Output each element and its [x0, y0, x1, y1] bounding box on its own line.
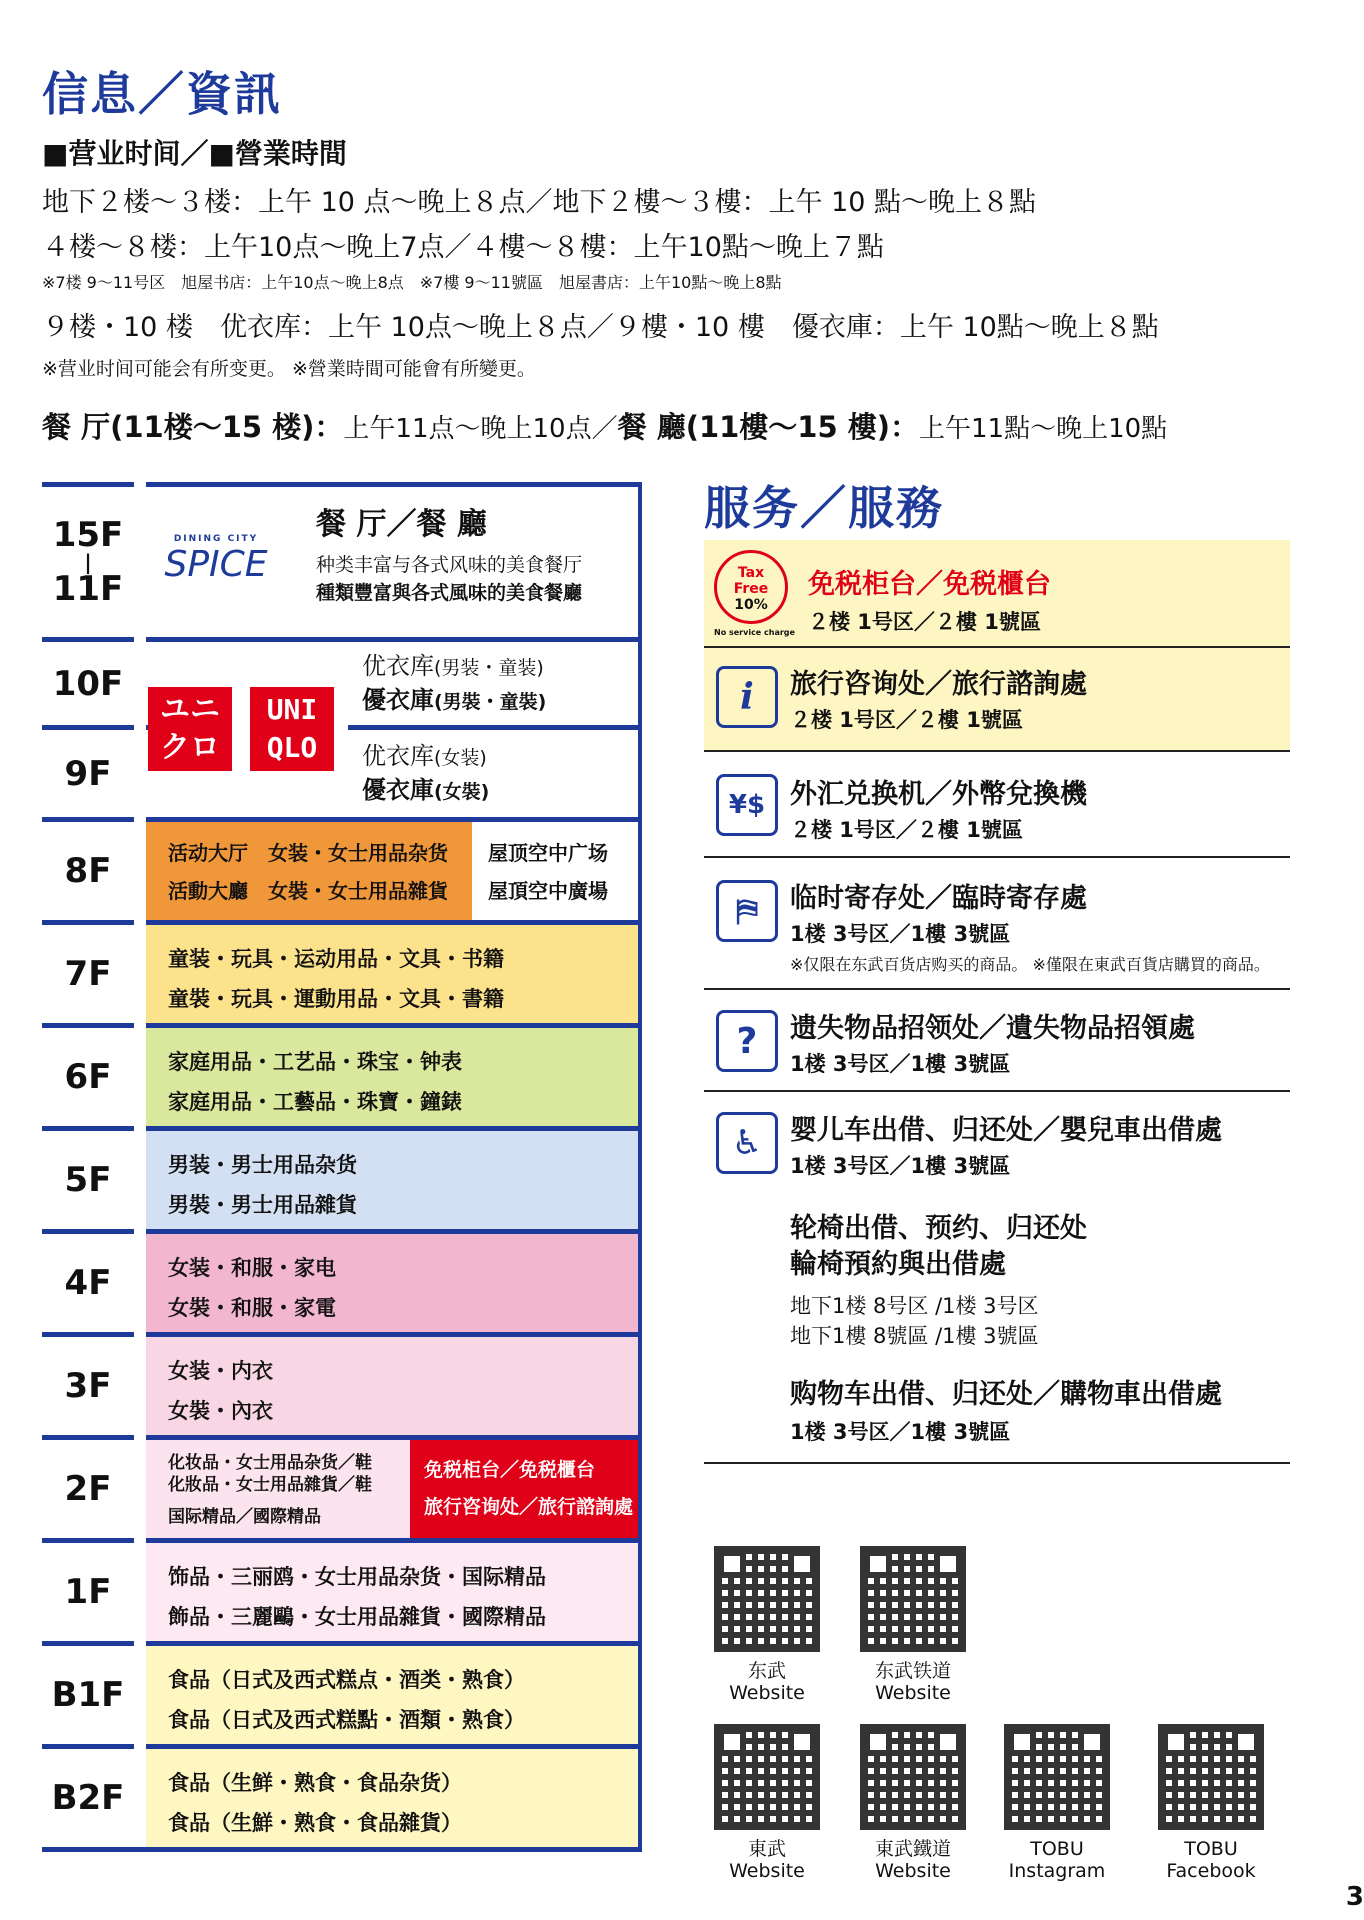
- taxfree-highlight: 免税柜台／免税櫃台 旅行咨询处／旅行諮詢處: [410, 1440, 638, 1538]
- page-number: 3: [1345, 1882, 1364, 1912]
- info-icon: i: [716, 666, 778, 728]
- qr-code-icon[interactable]: [860, 1724, 966, 1830]
- qr-code-icon[interactable]: [1158, 1724, 1264, 1830]
- service-travel: i 旅行咨询处／旅行諮詢處 ２楼 1号区／２樓 1號區: [704, 648, 1290, 752]
- currency-exchange-icon: ¥$: [716, 774, 778, 836]
- spice-logo: DINING CITY SPICE: [164, 534, 268, 585]
- floor-8: 8F 活动大厅 女装・女士用品杂货 活動大廳 女裝・女士用品雜貨 屋顶空中广场 屋頂空中廣場: [42, 817, 642, 920]
- hours-heading: ■营业时间／■營業時間: [42, 137, 347, 170]
- qr-label-6: TOBU Facebook: [1166, 1838, 1256, 1882]
- floor-15-11: [42, 482, 642, 637]
- qr-label-2: 东武铁道 Website: [874, 1660, 951, 1704]
- tax-free-icon: Tax Free 10%: [714, 550, 788, 624]
- floor-10: 10F 优衣库(男装・童装) 優衣庫(男裝・童裝): [42, 637, 642, 725]
- services-list: [704, 540, 1294, 1540]
- floor-body: DINING CITY SPICE 餐 厅／餐 廳 种类丰富与各式风味的美食餐厅 種類豐富與各式風味的美食餐廳: [146, 482, 642, 637]
- qr-code-icon[interactable]: [714, 1546, 820, 1652]
- qr-label-1: 东武 Website: [729, 1660, 805, 1704]
- luggage-storage-icon: ⛿: [716, 880, 778, 942]
- floor-6: 6F 家庭用品・工艺品・珠宝・钟表 家庭用品・工藝品・珠寶・鐘錶: [42, 1023, 642, 1126]
- service-rentals: ♿ 婴儿车出借、归还处／嬰兒車出借處 1楼 3号区／1樓 3號區 轮椅出借、预约、归还处 輪椅預約與出借處 地下1楼 8号区 /1楼 3号区 地下1樓 8號區 /1樓 3號區 购物车出借、归还处／購物車出借處 1楼 3号区／1樓 3號區: [704, 1092, 1290, 1464]
- floor-1: 1F 饰品・三丽鸥・女士用品杂货・国际精品 飾品・三麗鷗・女士用品雜貨・國際精品: [42, 1538, 642, 1641]
- wheelchair-icon: ♿: [716, 1112, 778, 1174]
- hours-bookstore-note: ※7楼 9～11号区 旭屋书店：上午10点～晚上8点 ※7樓 9～11號區 旭屋書店：上午10點～晚上8點: [42, 273, 782, 292]
- uniqlo-logo: ユニ クロ UNI QLO: [148, 687, 348, 771]
- hours-section: [42, 132, 1342, 446]
- floor-2: 2F 化妆品・女士用品杂货／鞋 化妝品・女士用品雜貨／鞋 国际精品／國際精品 免税柜台／免税櫃台 旅行咨询处／旅行諮詢處: [42, 1435, 642, 1538]
- services-title: 服务／服務: [704, 481, 944, 535]
- floor-b1: B1F 食品（日式及西式糕点・酒类・熟食） 食品（日式及西式糕點・酒類・熟食）: [42, 1641, 642, 1744]
- hours-4-8: ４楼～８楼：上午10点～晚上7点／４樓～８樓：上午10點～晚上７點: [42, 232, 884, 263]
- floor-5: 5F 男装・男士用品杂货 男裝・男士用品雜貨: [42, 1126, 642, 1229]
- hours-9-10: ９楼・10 楼 优衣库：上午 10点～晚上８点／９樓・10 樓 優衣庫：上午 10點～晚上８點: [42, 312, 1159, 343]
- floor-4: 4F 女装・和服・家电 女裝・和服・家電: [42, 1229, 642, 1332]
- floor-3: 3F 女装・内衣 女裝・內衣: [42, 1332, 642, 1435]
- qr-code-icon[interactable]: [1004, 1724, 1110, 1830]
- hours-b2-3: 地下２楼～３楼：上午 10 点～晚上８点／地下２樓～３樓：上午 10 點～晚上８點: [42, 187, 1037, 218]
- service-locker: ⛿ 临时寄存处／臨時寄存處 1楼 3号区／1樓 3號區 ※仅限在东武百货店购买的商品。 ※僅限在東武百貨店購買的商品。: [704, 858, 1290, 990]
- hours-change-note: ※营业时间可能会有所变更。 ※營業時間可能會有所變更。: [42, 358, 536, 380]
- qr-label-5: TOBU Instagram: [1008, 1838, 1106, 1882]
- lost-and-found-icon: ?: [716, 1010, 778, 1072]
- qr-label-3: 東武 Website: [729, 1838, 805, 1882]
- service-exchange: ¥$ 外汇兑换机／外幣兌換機 ２楼 1号区／２樓 1號區: [704, 752, 1290, 858]
- service-lost-found: ? 遗失物品招领处／遺失物品招領處 1楼 3号区／1樓 3號區: [704, 990, 1290, 1092]
- restaurant-hours: 餐 厅(11楼～15 楼)：上午11点～晚上10点／餐 廳(11樓～15 樓)：上午11點～晚上10點: [42, 410, 1168, 444]
- floor-label: 15F | 11F: [42, 482, 134, 637]
- qr-code-icon[interactable]: [714, 1724, 820, 1830]
- floor-9: 9F 优衣库(女装) 優衣庫(女裝): [42, 725, 642, 817]
- service-taxfree: Tax Free 10% No service charge 免税柜台／免税櫃台 ２楼 1号区／２樓 1號區: [704, 540, 1290, 648]
- floor-7: 7F 童装・玩具・运动用品・文具・书籍 童裝・玩具・運動用品・文具・書籍: [42, 920, 642, 1023]
- qr-label-4: 東武鐵道 Website: [874, 1838, 951, 1882]
- page-title: 信息／資訊: [42, 67, 282, 121]
- qr-code-icon[interactable]: [860, 1546, 966, 1652]
- floor-b2: B2F 食品（生鲜・熟食・食品杂货） 食品（生鮮・熟食・食品雜貨）: [42, 1744, 642, 1847]
